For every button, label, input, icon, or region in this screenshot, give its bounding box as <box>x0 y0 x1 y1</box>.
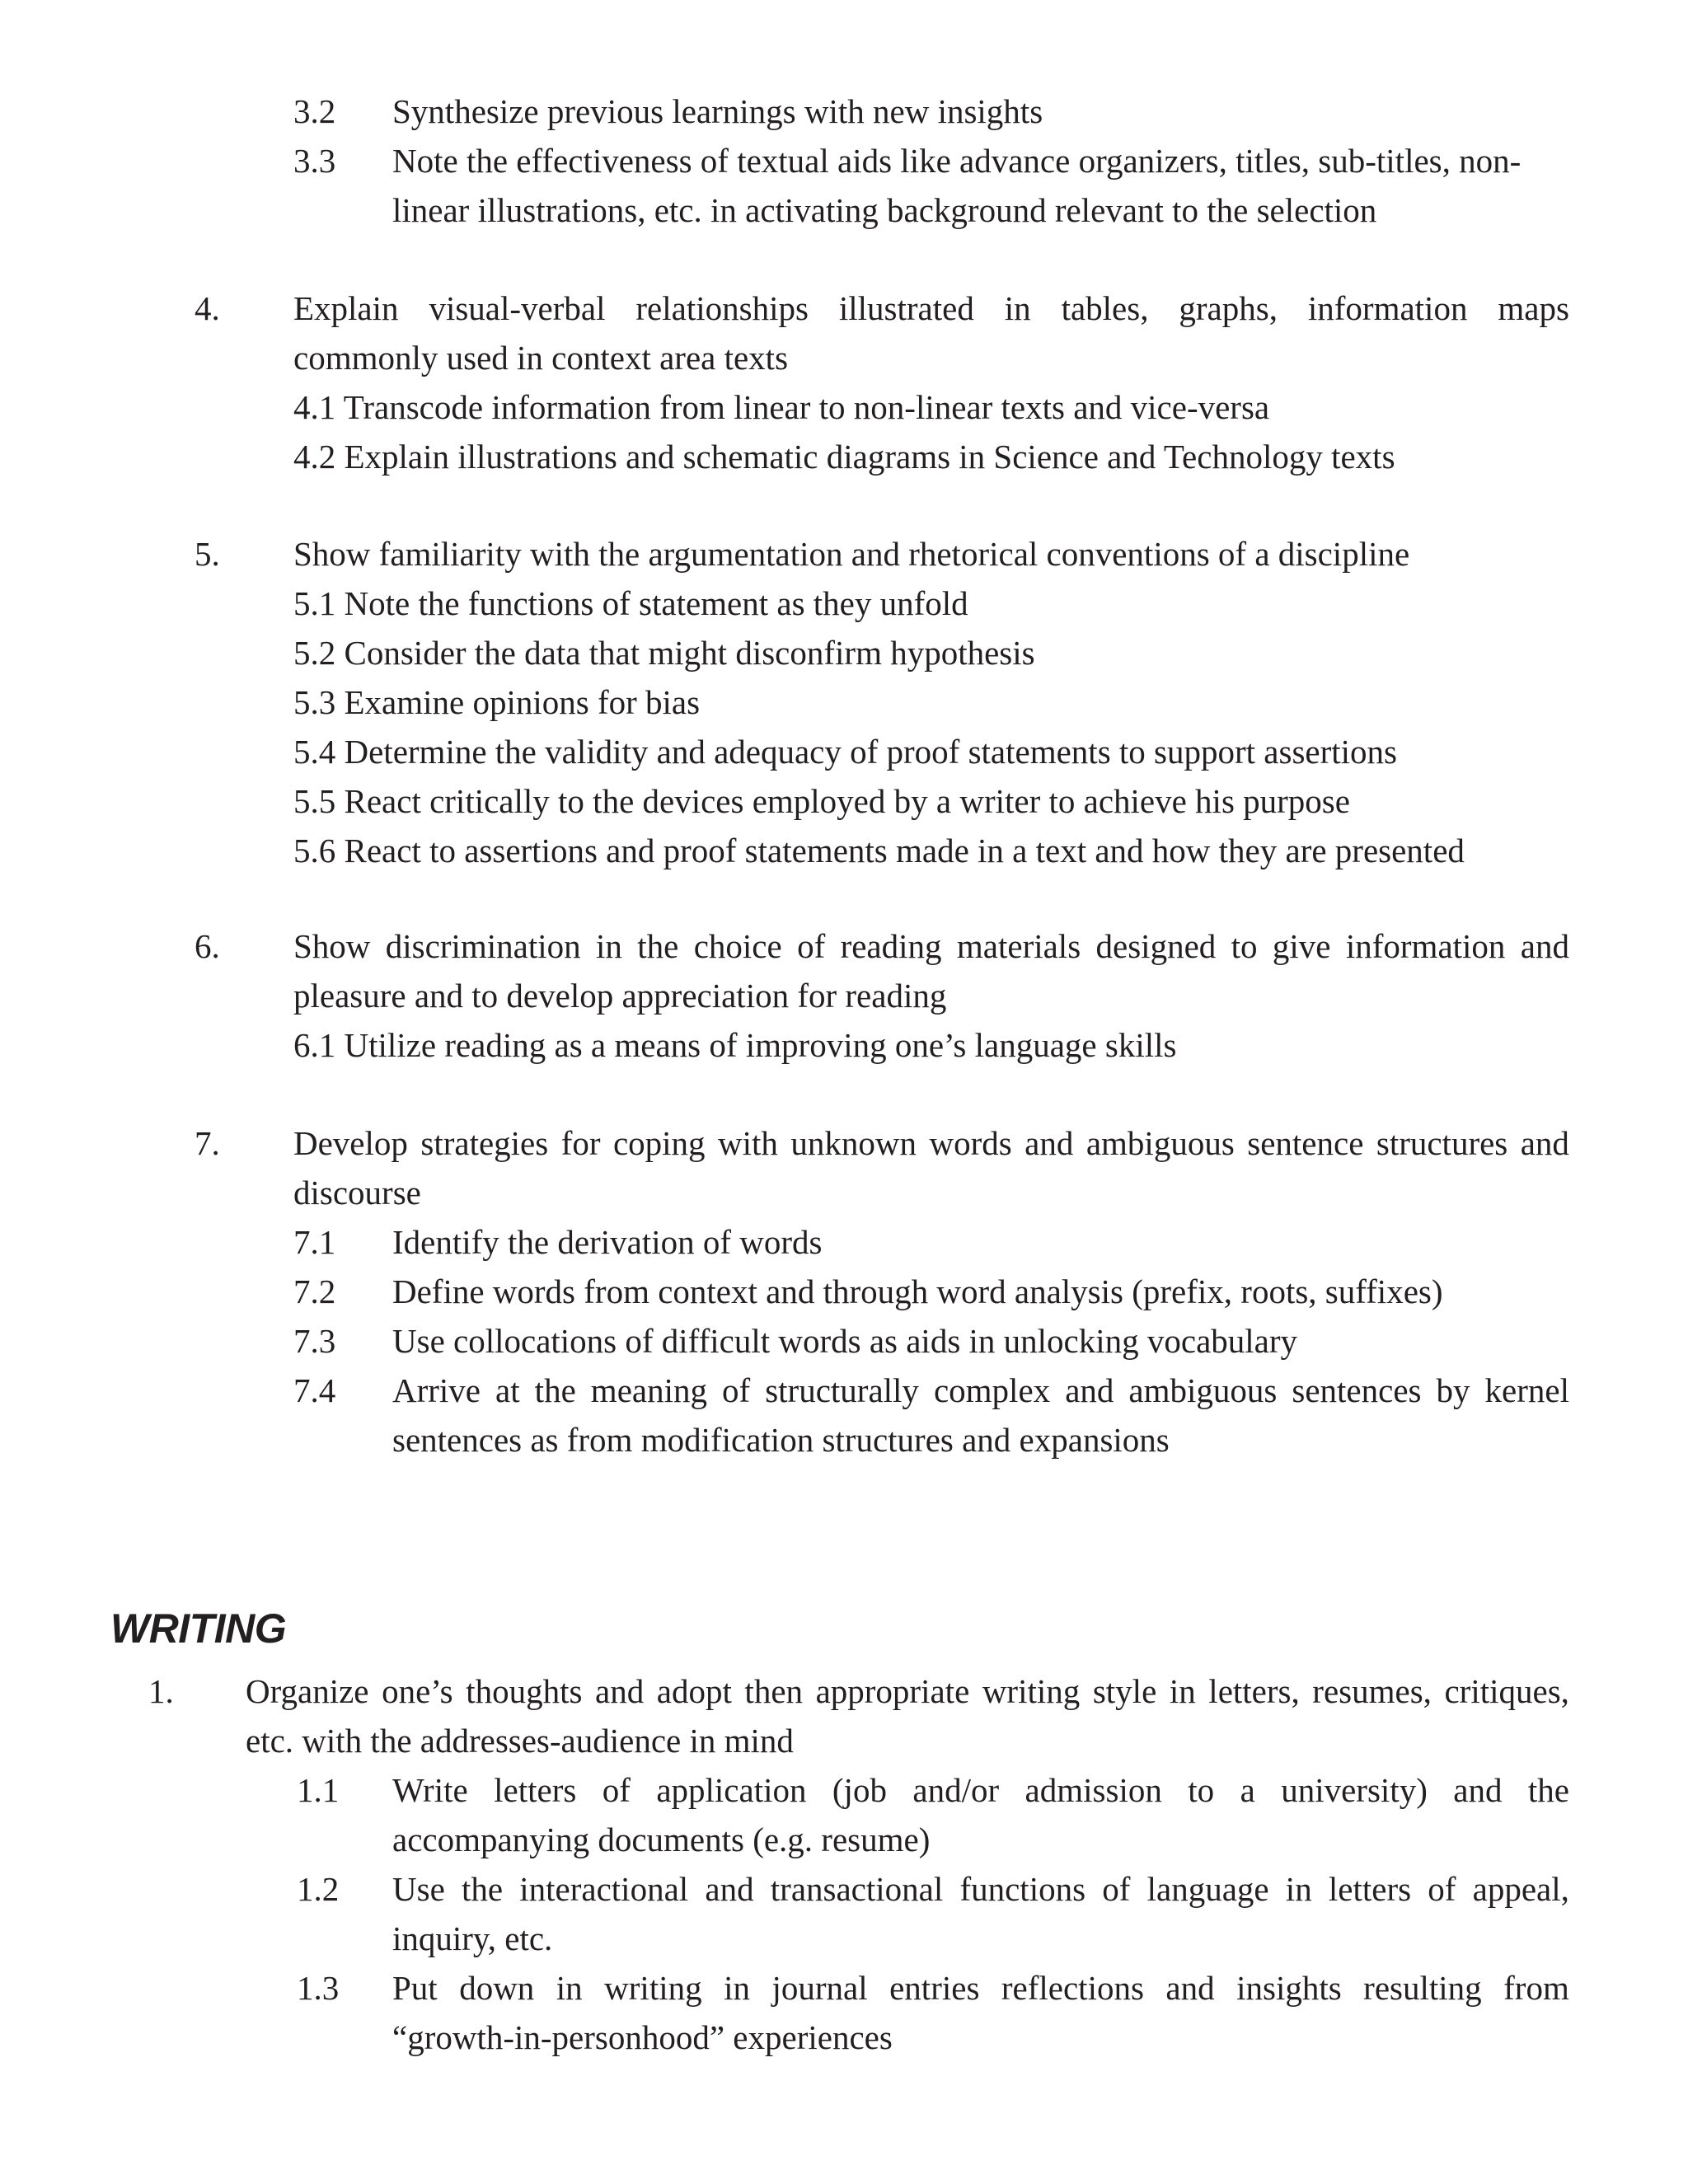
word: and <box>1025 1124 1074 1162</box>
subitem-number: 1.1 <box>297 1771 340 1809</box>
word: language <box>1146 1870 1269 1908</box>
word: journal <box>771 1969 868 2007</box>
word: (job <box>832 1771 887 1809</box>
subitem-text <box>392 1963 1569 2013</box>
word: materials <box>956 927 1081 965</box>
word: at <box>495 1371 520 1409</box>
word: and <box>1520 927 1569 965</box>
outline-subitem-3-3 <box>0 136 1688 235</box>
subitem-text: accompanying documents (e.g. resume) <box>392 1821 931 1858</box>
word: style <box>1092 1672 1157 1710</box>
word: and <box>595 1672 645 1710</box>
word: Develop <box>293 1124 408 1162</box>
word: information <box>1307 289 1468 327</box>
word: strategies <box>420 1124 549 1162</box>
subitem-text: Define words from context and through word analysis (prefix, roots, suffixes) <box>392 1272 1443 1310</box>
word: Arrive <box>392 1371 481 1409</box>
word: interactional <box>519 1870 689 1908</box>
word: relationships <box>635 289 809 327</box>
subitem-text: 4.2 Explain illustrations and schematic diagrams in Science and Technology texts <box>293 438 1395 476</box>
subitem-text: “growth-in-personhood” experiences <box>392 2018 893 2056</box>
word: functions <box>959 1870 1086 1908</box>
subitem-number: 7.1 <box>293 1223 336 1261</box>
subitem-text: 5.6 React to assertions and proof statements made in a text and how they are presented <box>293 832 1465 869</box>
word: of <box>1428 1870 1456 1908</box>
word: visual-verbal <box>429 289 606 327</box>
word: Show <box>293 927 371 965</box>
item-number: 7. <box>195 1124 220 1162</box>
subitem-number: 7.2 <box>293 1272 336 1310</box>
subitem-text: Use collocations of difficult words as aids in unlocking vocabulary <box>392 1322 1298 1360</box>
subitem-number: 7.4 <box>293 1371 336 1409</box>
subitem-text: 5.1 Note the functions of statement as they unfold <box>293 584 968 622</box>
word: letters <box>1328 1870 1412 1908</box>
word: in <box>556 1969 583 2007</box>
word: illustrated <box>838 289 974 327</box>
item-text: pleasure and to develop appreciation for reading <box>293 977 947 1015</box>
word: insights <box>1236 1969 1342 2007</box>
word: in <box>1285 1870 1312 1908</box>
word: of <box>797 927 826 965</box>
word: the <box>534 1371 576 1409</box>
subitem-text <box>392 1366 1569 1415</box>
word: entries <box>889 1969 980 2007</box>
word: in <box>724 1969 750 2007</box>
word: with <box>718 1124 778 1162</box>
word: ambiguous <box>1128 1371 1278 1409</box>
word: in <box>1169 1672 1196 1710</box>
subitem-text: Identify the derivation of words <box>392 1223 823 1261</box>
subitem-number: 1.2 <box>297 1870 340 1908</box>
word: information <box>1345 927 1506 965</box>
outline-item-4 <box>0 284 1688 481</box>
word: structures <box>1376 1124 1508 1162</box>
word: ambiguous <box>1085 1124 1235 1162</box>
item-number: 5. <box>195 535 220 573</box>
word: the <box>1527 1771 1569 1809</box>
word: of <box>722 1371 751 1409</box>
word: and <box>1165 1969 1215 2007</box>
word: in <box>596 927 622 965</box>
word: for <box>560 1124 601 1162</box>
word: sentences <box>1292 1371 1422 1409</box>
subitem-text: 4.1 Transcode information from linear to non-linear texts and vice-versa <box>293 388 1270 426</box>
item-text: Show familiarity with the argumentation and rhetorical conventions of a discipline <box>293 535 1410 573</box>
word: to <box>1188 1771 1215 1809</box>
item-text: discourse <box>293 1174 421 1212</box>
subitem-text: 6.1 Utilize reading as a means of improving one’s language skills <box>293 1026 1177 1064</box>
outline-item-7 <box>0 1118 1688 1465</box>
word: Use <box>392 1870 445 1908</box>
word: letters <box>494 1771 577 1809</box>
word: choice <box>693 927 782 965</box>
item-text <box>293 284 1569 333</box>
word: one’s <box>382 1672 453 1710</box>
item-number: 4. <box>195 289 220 327</box>
word: sentence <box>1247 1124 1364 1162</box>
word: give <box>1272 927 1331 965</box>
word: resumes, <box>1312 1672 1432 1710</box>
word: by <box>1436 1371 1470 1409</box>
word: to <box>1231 927 1258 965</box>
word: of <box>602 1771 631 1809</box>
subitem-text: Synthesize previous learnings with new insights <box>392 92 1043 130</box>
word: Write <box>392 1771 468 1809</box>
word: Put <box>392 1969 438 2007</box>
item-number: 6. <box>195 927 220 965</box>
item-text <box>246 1666 1569 1716</box>
word: and <box>705 1870 754 1908</box>
word: letters, <box>1208 1672 1300 1710</box>
word: a <box>1240 1771 1255 1809</box>
subitem-text: linear illustrations, etc. in activating background relevant to the selection <box>392 191 1377 229</box>
outline-item-5 <box>0 529 1688 875</box>
word: kernel <box>1484 1371 1569 1409</box>
outline-subitem-3-2 <box>0 87 1688 136</box>
outline-item-6 <box>0 921 1688 1070</box>
subitem-text <box>392 1765 1569 1815</box>
subitem-number: 7.3 <box>293 1322 336 1360</box>
word: appropriate <box>815 1672 970 1710</box>
word: reflections <box>1001 1969 1144 2007</box>
subitem-number: 1.3 <box>297 1969 340 2007</box>
word: graphs, <box>1179 289 1278 327</box>
word: critiques, <box>1444 1672 1569 1710</box>
item-text: etc. with the addresses-audience in mind <box>246 1722 794 1760</box>
subitem-number: 3.3 <box>293 142 336 180</box>
subitem-text <box>392 1864 1569 1914</box>
word: Explain <box>293 289 399 327</box>
word: of <box>1102 1870 1131 1908</box>
word: transactional <box>770 1870 944 1908</box>
word: structurally <box>765 1371 919 1409</box>
item-text <box>293 921 1569 971</box>
word: complex <box>933 1371 1051 1409</box>
word: writing <box>982 1672 1081 1710</box>
word: admission <box>1025 1771 1162 1809</box>
item-text: commonly used in context area texts <box>293 339 789 377</box>
item-number: 1. <box>148 1672 174 1710</box>
word: designed <box>1095 927 1217 965</box>
word: then <box>744 1672 804 1710</box>
word: the <box>461 1870 504 1908</box>
subitem-text: inquiry, etc. <box>392 1919 553 1957</box>
word: down <box>459 1969 535 2007</box>
word: Organize <box>246 1672 369 1710</box>
subitem-text: Note the effectiveness of textual aids like advance organizers, titles, sub-titles, non- <box>392 142 1522 180</box>
word: application <box>656 1771 807 1809</box>
word: discrimination <box>385 927 581 965</box>
subitem-text: 5.4 Determine the validity and adequacy of proof statements to support assertions <box>293 733 1397 771</box>
word: and <box>1065 1371 1114 1409</box>
word: in <box>1004 289 1031 327</box>
word: tables, <box>1061 289 1149 327</box>
word: and/or <box>912 1771 1000 1809</box>
word: resulting <box>1363 1969 1482 2007</box>
word: coping <box>612 1124 706 1162</box>
subitem-number: 3.2 <box>293 92 336 130</box>
item-text <box>293 1118 1569 1168</box>
word: maps <box>1498 289 1569 327</box>
subitem-text: 5.3 Examine opinions for bias <box>293 683 701 721</box>
word: writing <box>604 1969 702 2007</box>
word: and <box>1453 1771 1503 1809</box>
word: words <box>929 1124 1012 1162</box>
word: meaning <box>590 1371 707 1409</box>
word: adopt <box>656 1672 732 1710</box>
subitem-text: 5.5 React critically to the devices employed by a writer to achieve his purpose <box>293 782 1350 820</box>
word: university) <box>1281 1771 1428 1809</box>
writing-item-1 <box>0 1666 1688 2062</box>
word: from <box>1503 1969 1569 2007</box>
word: thoughts <box>466 1672 583 1710</box>
word: and <box>1520 1124 1569 1162</box>
word: reading <box>840 927 942 965</box>
subitem-text: 5.2 Consider the data that might disconfirm hypothesis <box>293 634 1035 672</box>
word: the <box>637 927 679 965</box>
subitem-text: sentences as from modification structures and expansions <box>392 1421 1170 1459</box>
word: appeal, <box>1472 1870 1569 1908</box>
section-heading-writing: WRITING <box>110 1605 287 1652</box>
word: unknown <box>790 1124 917 1162</box>
